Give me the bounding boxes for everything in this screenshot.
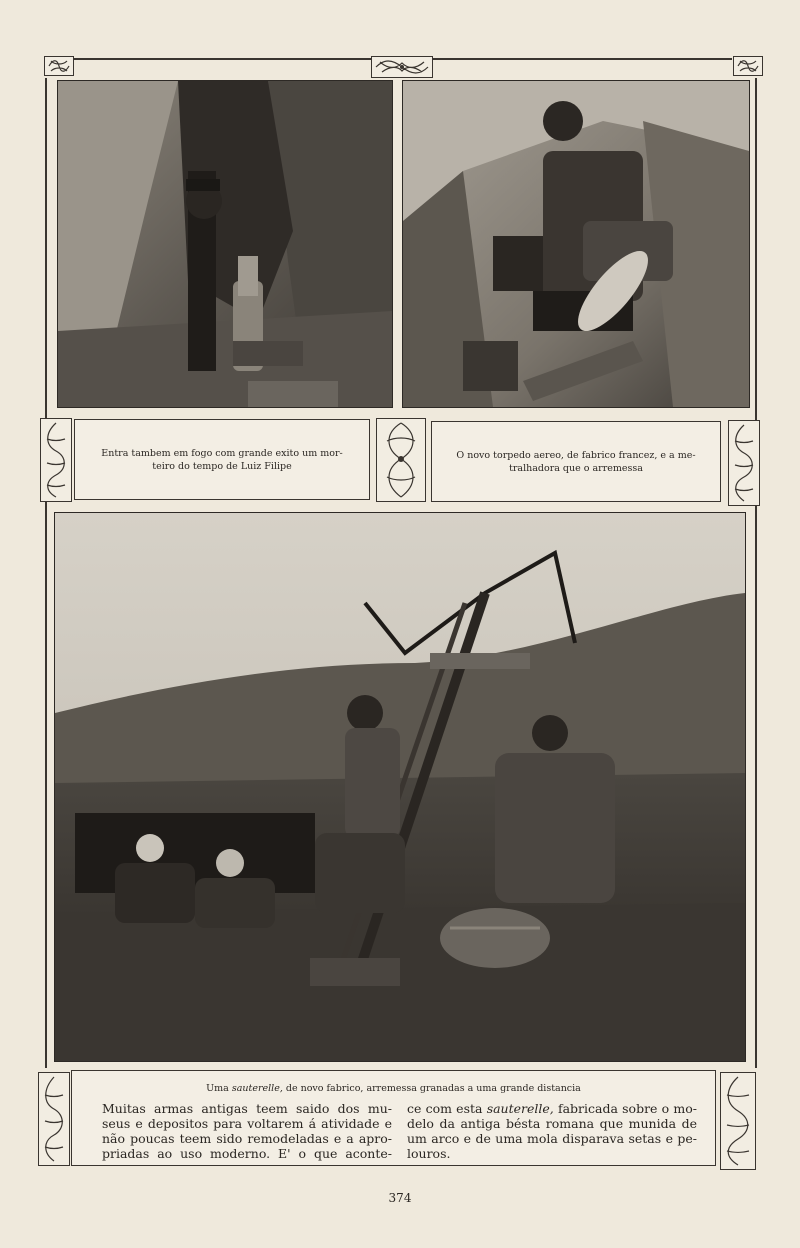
photo-sauterelle-launcher — [54, 512, 746, 1062]
caption-top-left-line2: teiro do tempo de Luiz Filipe — [152, 460, 292, 472]
article-left-line3: não poucas teem sido remodeladas e a apro- — [102, 1131, 392, 1146]
caption-bottom-suffix: de novo fabrico, arremessa granadas a uma grande distancia — [282, 1083, 581, 1094]
center-ornament-top — [371, 56, 433, 78]
side-ornament-bottom-right — [720, 1072, 756, 1170]
article-column-left — [102, 1101, 392, 1161]
caption-top-left-line1: Entra tambem em fogo com grande exito um mor- — [101, 447, 343, 459]
frame-right-line — [755, 78, 757, 1068]
caption-box-top-left — [74, 419, 370, 500]
frame-left-line — [45, 78, 47, 1068]
caption-bottom-italic: sauterelle, — [231, 1083, 283, 1094]
caption-box-top-right — [431, 421, 721, 502]
article-right-line4: louros. — [407, 1146, 451, 1161]
article-left-line1: Muitas armas antigas teem saido dos mu- — [102, 1101, 392, 1116]
article-left-line2: seus e depositos para voltarem á atividade e — [102, 1116, 392, 1131]
article-column-right — [407, 1101, 697, 1161]
corner-ornament-top-left — [44, 56, 74, 76]
article-left-line4: priadas ao uso moderno. E' o que aconte- — [102, 1146, 392, 1161]
side-ornament-left — [40, 418, 72, 502]
photo-mortar-in-trench — [57, 80, 393, 408]
side-ornament-right — [728, 420, 760, 506]
photo-aerial-torpedo — [402, 80, 750, 408]
corner-ornament-top-right — [733, 56, 763, 76]
center-ornament-middle — [376, 418, 426, 502]
article-right-line1-prefix: ce com esta — [407, 1101, 487, 1116]
article-box — [71, 1070, 716, 1166]
caption-bottom-prefix: Uma — [206, 1083, 232, 1094]
page-number: 374 — [388, 1191, 412, 1205]
caption-bottom — [72, 1083, 715, 1094]
caption-top-right-line2: tralhadora que o arremessa — [509, 462, 643, 474]
article-right-line1 — [407, 1101, 697, 1116]
side-ornament-bottom-left — [38, 1072, 70, 1166]
article-right-line1-italic: sauterelle, — [486, 1101, 554, 1116]
article-right-line3: um arco e de uma mola disparava setas e pe- — [407, 1131, 697, 1146]
article-right-line1-suffix: fabricada sobre o mo- — [553, 1101, 697, 1116]
caption-top-right-line1: O novo torpedo aereo, de fabrico francez, e a me- — [456, 449, 696, 461]
article-right-line2: delo da antiga bésta romana que munida de — [407, 1116, 697, 1131]
